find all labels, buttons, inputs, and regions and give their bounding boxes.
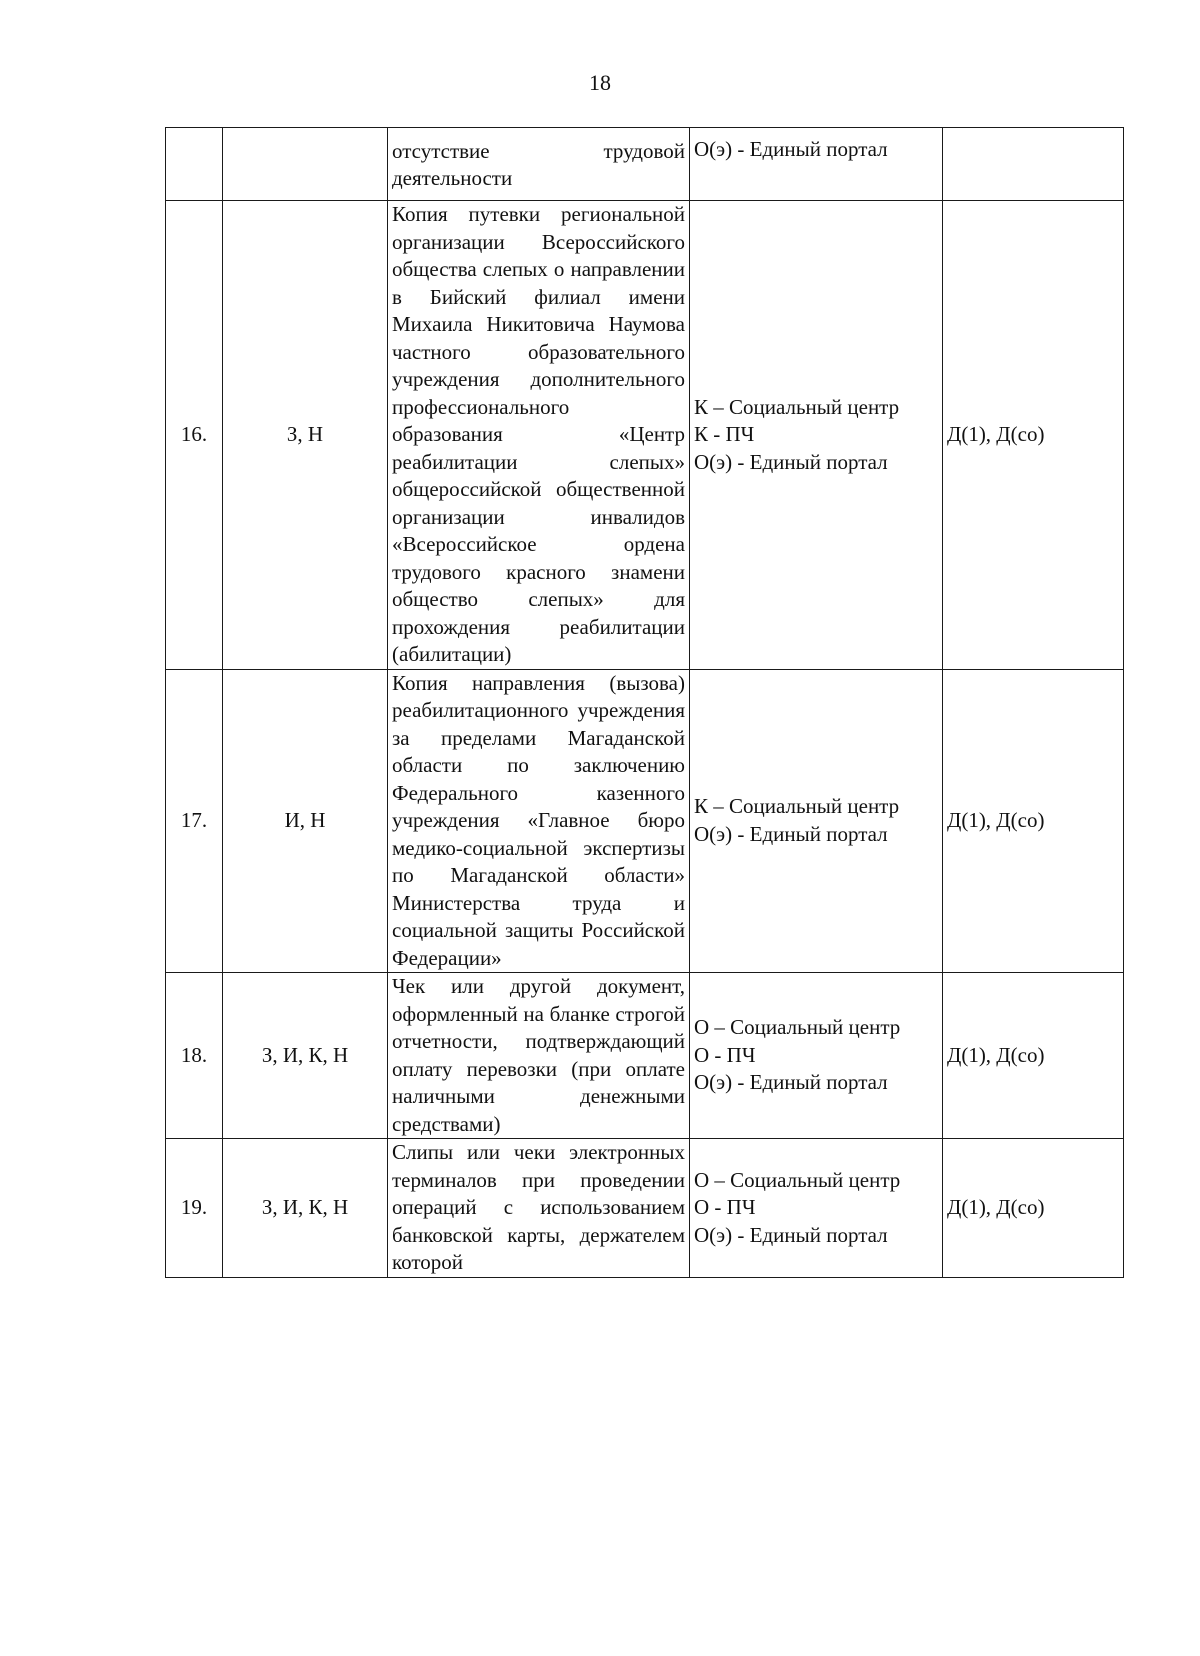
row-document [388,669,690,973]
source-line: О(э) - Единый портал [694,1070,888,1095]
document-text: отсутствие трудовой деятельности [392,138,685,190]
page-number: 18 [589,70,611,95]
source-line: О(э) - Единый портал [694,449,888,474]
row-sources [690,669,943,973]
documents-table [165,127,1124,1278]
row-document [388,128,690,201]
row-sources [690,973,943,1139]
table-row [166,1139,1124,1278]
row-number [166,128,223,201]
row-category: З, И, К, Н [223,973,388,1139]
table-row [166,201,1124,670]
row-document [388,973,690,1139]
source-line: О – Социальный центр [694,1015,901,1040]
document-text: Копия путевки региональной организации Всероссийского общества слепых о направлении в Бийский филиал имени Михаила Никитовича Наумова частного образовательного учреждения дополнительного профессионального образования «Центр реабилитации слепых» общероссийской общественной организации инвалидов «Всероссийское ордена трудового красного знамени общество слепых» для прохождения реабилитации (абилитации) [392,202,685,666]
row-sources [690,201,943,670]
row-sources [690,1139,943,1278]
document-text: Чек или другой документ, оформленный на бланке строгой отчетности, подтверждающий оплату перевозки (при оплате наличными денежными средствами) [392,974,685,1136]
row-document [388,201,690,670]
source-line: К – Социальный центр [694,394,900,419]
table-row [166,128,1124,201]
row-category: З, Н [223,201,388,670]
row-category: З, И, К, Н [223,1139,388,1278]
document-text: Копия направления (вызова) реабилитационного учреждения за пределами Магаданской области по заключению Федерального казенного учреждения «Главное бюро медико-социальной экспертизы по Магаданской области» Министерства труда и социальной защиты Российской Федерации» [392,670,685,970]
row-sources [690,128,943,201]
source-line: О(э) - Единый портал [694,821,888,846]
row-number: 19. [166,1139,223,1278]
row-number: 17. [166,669,223,973]
row-document [388,1139,690,1278]
row-category [223,128,388,201]
source-line: О - ПЧ [694,1042,756,1067]
source-line: О - ПЧ [694,1195,756,1219]
source-line: К – Социальный центр [694,794,900,819]
document-text: Слипы или чеки электронных терминалов при проведении операций с использованием банковской карты, держателем которой [392,1140,685,1274]
source-line: К - ПЧ [694,422,755,446]
table-row [166,973,1124,1139]
row-requirements: Д(1), Д(со) [943,1139,1124,1278]
source-line: О(э) - Единый портал [694,1222,888,1247]
row-number: 18. [166,973,223,1139]
table-row [166,669,1124,973]
row-requirements: Д(1), Д(со) [943,973,1124,1139]
source-line: О(э) - Единый портал [694,137,888,161]
row-category: И, Н [223,669,388,973]
row-requirements: Д(1), Д(со) [943,669,1124,973]
row-number: 16. [166,201,223,670]
row-requirements [943,128,1124,201]
source-line: О – Социальный центр [694,1167,901,1192]
row-requirements: Д(1), Д(со) [943,201,1124,670]
